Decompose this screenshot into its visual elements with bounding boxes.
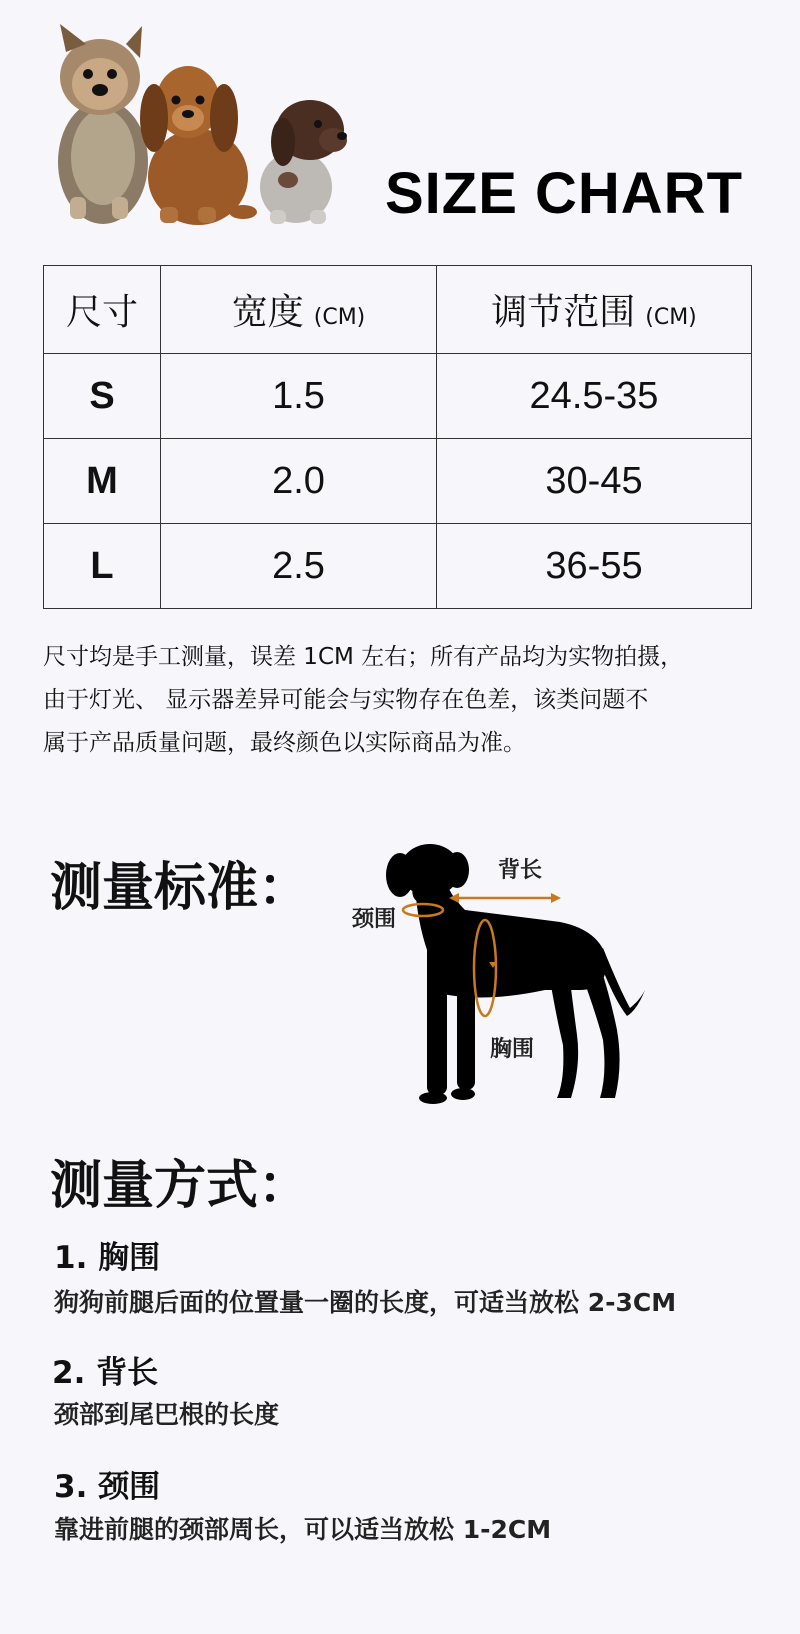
width-cell: 2.0: [161, 439, 437, 524]
table-row: [44, 354, 752, 439]
size-table: [43, 265, 752, 609]
size-cell: S: [44, 354, 161, 439]
puppy-dog-image: [140, 66, 257, 225]
header-width: 宽度 (CM): [161, 266, 437, 354]
method-item-description: 颈部到尾巴根的长度: [54, 1400, 280, 1429]
header-range: 调节范围 (CM): [437, 266, 752, 354]
header-size: 尺寸: [44, 266, 161, 354]
standard-title: 测量标准：: [50, 858, 311, 918]
back-length-arrow: [449, 893, 561, 903]
table-row: [44, 439, 752, 524]
method-item-heading: 1. 胸围: [54, 1240, 161, 1276]
neck-label: 颈围: [352, 907, 397, 932]
pointer-puppy-image: [260, 100, 347, 224]
width-unit: (CM): [313, 305, 366, 330]
page-title: SIZE CHART: [385, 161, 743, 226]
chest-label: 胸围: [490, 1037, 535, 1062]
method-item-heading: 2. 背长: [52, 1355, 159, 1391]
range-unit: (CM): [645, 305, 697, 330]
method-item-description: 靠进前腿的颈部周长，可以适当放松 1-2CM: [54, 1515, 552, 1544]
yorkie-dog-image: [58, 24, 148, 224]
method-title: 测量方式：: [50, 1156, 311, 1216]
dog-silhouette-diagram: [345, 840, 645, 1120]
size-cell: L: [44, 524, 161, 609]
dogs-photo: [48, 22, 348, 232]
note-line: 属于产品质量问题，最终颜色以实际商品为准。: [43, 730, 526, 756]
method-item-description: 狗狗前腿后面的位置量一圈的长度，可适当放松 2-3CM: [54, 1288, 677, 1317]
method-item-heading: 3. 颈围: [54, 1469, 161, 1505]
range-cell: 24.5-35: [437, 354, 752, 439]
size-cell: M: [44, 439, 161, 524]
range-cell: 36-55: [437, 524, 752, 609]
table-header-row: [44, 266, 752, 354]
back-length-label: 背长: [498, 858, 543, 883]
table-row: [44, 524, 752, 609]
width-cell: 1.5: [161, 354, 437, 439]
note-line: 由于灯光、 显示器差异可能会与实物存在色差，该类问题不: [43, 687, 649, 713]
note-line: 尺寸均是手工测量，误差 1CM 左右；所有产品均为实物拍摄，: [43, 644, 684, 670]
width-cell: 2.5: [161, 524, 437, 609]
disclaimer-note: [43, 636, 763, 765]
range-cell: 30-45: [437, 439, 752, 524]
